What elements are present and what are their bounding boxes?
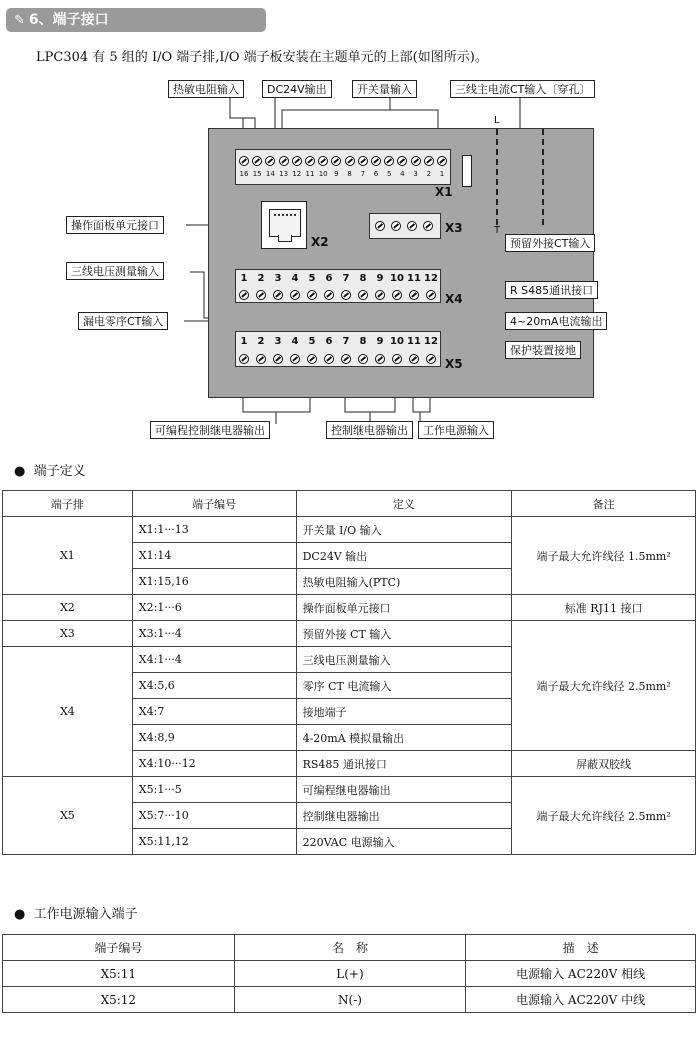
x1-terminal-block xyxy=(235,149,451,185)
terminal-number: 16 xyxy=(239,170,249,178)
definition-cell: 220VAC 电源输入 xyxy=(296,829,512,855)
terminal-screw xyxy=(324,290,334,300)
terminal-number: 11 xyxy=(407,336,421,347)
header-number: 端子编号 xyxy=(3,935,235,961)
number-cell: X5:11 xyxy=(3,961,235,987)
header-note: 备注 xyxy=(512,491,696,517)
terminal-screw xyxy=(426,354,436,364)
x4-label: X4 xyxy=(445,292,463,306)
table-row xyxy=(3,621,696,647)
number-cell: X5:11,12 xyxy=(132,829,296,855)
number-cell: X3:1···4 xyxy=(132,621,296,647)
terminal-screw xyxy=(375,354,385,364)
terminal-screw xyxy=(341,290,351,300)
number-cell: X4:5,6 xyxy=(132,673,296,699)
number-cell: X1:1···13 xyxy=(132,517,296,543)
terminal-number: 5 xyxy=(386,170,392,178)
terminal-number: 11 xyxy=(305,170,315,178)
table-row xyxy=(3,595,696,621)
table-row xyxy=(3,517,696,543)
number-cell: X5:7···10 xyxy=(132,803,296,829)
table-header-row xyxy=(3,491,696,517)
note-cell: 端子最大允许线径 2.5mm² xyxy=(512,777,696,855)
definition-cell: 可编程继电器输出 xyxy=(296,777,512,803)
terminal-number: 8 xyxy=(359,336,367,347)
terminal-number: 11 xyxy=(407,273,421,284)
terminal-screw xyxy=(324,354,334,364)
terminal-number: 3 xyxy=(413,170,418,178)
callout-dc24v: DC24V输出 xyxy=(262,80,332,98)
definition-cell: 4-20mA 模拟量输出 xyxy=(296,725,512,751)
note-cell: 屏蔽双胶线 xyxy=(512,751,696,777)
terminal-screw xyxy=(358,156,368,166)
terminal-screw xyxy=(397,156,407,166)
number-cell: X1:15,16 xyxy=(132,569,296,595)
callout-switch-input: 开关量输入 xyxy=(352,80,417,98)
definition-cell: 开关量 I/O 输入 xyxy=(296,517,512,543)
callout-analog-output: 4~20mA电流输出 xyxy=(505,312,607,330)
terminal-screw xyxy=(392,290,402,300)
number-cell: X4:7 xyxy=(132,699,296,725)
terminal-screw xyxy=(424,156,434,166)
bank-cell: X1 xyxy=(3,517,133,595)
note-cell: 端子最大允许线径 2.5mm² xyxy=(512,621,696,751)
terminal-number: 10 xyxy=(318,170,328,178)
note-cell: 端子最大允许线径 1.5mm² xyxy=(512,517,696,595)
number-cell: X4:8,9 xyxy=(132,725,296,751)
terminal-screw xyxy=(409,354,419,364)
number-cell: X4:10···12 xyxy=(132,751,296,777)
number-cell: X2:1···6 xyxy=(132,595,296,621)
note-cell: 标准 RJ11 接口 xyxy=(512,595,696,621)
ct-window-left xyxy=(496,129,498,225)
x5-label: X5 xyxy=(445,357,463,371)
terminal-screw xyxy=(375,290,385,300)
terminal-number: 2 xyxy=(257,336,265,347)
terminal-number: 4 xyxy=(291,336,299,347)
table-header-row xyxy=(3,935,696,961)
terminal-number: 15 xyxy=(252,170,262,178)
callout-leak-ct: 漏电零序CT输入 xyxy=(78,312,168,330)
power-terminals-heading: ● 工作电源输入端子 xyxy=(14,907,138,922)
terminal-screw xyxy=(305,156,315,166)
terminal-number: 12 xyxy=(424,273,438,284)
callout-plc-relay: 可编程控制继电器输出 xyxy=(150,421,270,439)
terminal-screw xyxy=(411,156,421,166)
definition-cell: 接地端子 xyxy=(296,699,512,725)
x3-label: X3 xyxy=(445,221,463,235)
terminal-screw xyxy=(358,354,368,364)
definition-cell: RS485 通讯接口 xyxy=(296,751,512,777)
terminal-screw xyxy=(279,156,289,166)
terminal-number: 6 xyxy=(373,170,379,178)
definition-cell: 操作面板单元接口 xyxy=(296,595,512,621)
name-cell: N(-) xyxy=(234,987,466,1013)
definition-cell: 控制继电器输出 xyxy=(296,803,512,829)
terminal-screw xyxy=(345,156,355,166)
header-description: 描 述 xyxy=(466,935,696,961)
number-cell: X5:1···5 xyxy=(132,777,296,803)
terminal-number: 1 xyxy=(240,273,248,284)
ct-t-label: T xyxy=(494,225,501,236)
terminal-screw xyxy=(239,290,249,300)
terminal-number: 8 xyxy=(347,170,352,178)
terminal-def-title: 端子定义 xyxy=(33,464,86,479)
terminal-number: 9 xyxy=(334,170,339,178)
power-terminals-title: 工作电源输入端子 xyxy=(33,907,138,922)
terminal-number: 6 xyxy=(325,336,333,347)
terminal-screw xyxy=(290,354,300,364)
bank-cell: X2 xyxy=(3,595,133,621)
header-name: 名 称 xyxy=(234,935,466,961)
terminal-screw xyxy=(265,156,275,166)
terminal-screw xyxy=(371,156,381,166)
terminal-number: 12 xyxy=(292,170,302,178)
terminal-number: 6 xyxy=(325,273,333,284)
terminal-screw xyxy=(426,290,436,300)
terminal-number: 5 xyxy=(308,273,316,284)
header-bank: 端子排 xyxy=(3,491,133,517)
callout-ct-main: 三线主电流CT输入〔穿孔〕 xyxy=(450,80,595,98)
header-number: 端子编号 xyxy=(132,491,296,517)
bank-cell: X4 xyxy=(3,647,133,777)
number-cell: X4:1···4 xyxy=(132,647,296,673)
terminal-number: 8 xyxy=(359,273,367,284)
name-cell: L(+) xyxy=(234,961,466,987)
terminal-number: 2 xyxy=(257,273,265,284)
terminal-screw xyxy=(392,354,402,364)
terminal-number: 7 xyxy=(360,170,366,178)
terminal-number: 2 xyxy=(426,170,432,178)
terminal-number: 13 xyxy=(279,170,289,178)
terminal-screw xyxy=(384,156,394,166)
bank-cell: X5 xyxy=(3,777,133,855)
terminal-def-table xyxy=(2,490,696,855)
bank-cell: X3 xyxy=(3,621,133,647)
terminal-number: 9 xyxy=(376,273,384,284)
table-row xyxy=(3,987,696,1013)
terminal-screw xyxy=(292,156,302,166)
terminal-screw xyxy=(239,156,249,166)
terminal-number: 5 xyxy=(308,336,316,347)
callout-voltage: 三线电压测量输入 xyxy=(66,262,164,280)
terminal-screw xyxy=(331,156,341,166)
terminal-number: 7 xyxy=(342,273,350,284)
ct-window-right xyxy=(542,129,544,225)
definition-cell: 预留外接 CT 输入 xyxy=(296,621,512,647)
terminal-screw xyxy=(256,290,266,300)
terminal-screw xyxy=(273,290,283,300)
terminal-screw xyxy=(290,290,300,300)
callout-ground: 保护装置接地 xyxy=(505,341,581,359)
terminal-screw xyxy=(239,354,249,364)
terminal-screw xyxy=(252,156,262,166)
terminal-number: 1 xyxy=(240,336,248,347)
callout-thermistor: 热敏电阻输入 xyxy=(168,80,244,98)
header-definition: 定义 xyxy=(296,491,512,517)
terminal-number: 10 xyxy=(390,273,404,284)
ct-l-label: L xyxy=(494,115,500,126)
definition-cell: 热敏电阻输入(PTC) xyxy=(296,569,512,595)
terminal-screw xyxy=(318,156,328,166)
terminal-number: 4 xyxy=(291,273,299,284)
terminal-number: 7 xyxy=(342,336,350,347)
terminal-screw xyxy=(437,156,447,166)
terminal-screw xyxy=(273,354,283,364)
terminal-number: 1 xyxy=(439,170,445,178)
terminal-number: 9 xyxy=(376,336,384,347)
callout-panel-port: 操作面板单元接口 xyxy=(66,216,164,234)
table-row xyxy=(3,777,696,803)
definition-cell: DC24V 输出 xyxy=(296,543,512,569)
terminal-def-heading: ● 端子定义 xyxy=(14,464,86,479)
terminal-screw xyxy=(256,354,266,364)
terminal-number: 3 xyxy=(274,336,282,347)
terminal-screw xyxy=(409,290,419,300)
x2-rj11-port xyxy=(261,201,307,249)
terminal-screw xyxy=(341,354,351,364)
description-cell: 电源输入 AC220V 中线 xyxy=(466,987,696,1013)
callout-power: 工作电源输入 xyxy=(418,421,494,439)
x4-terminal-block xyxy=(235,269,441,303)
terminal-number: 10 xyxy=(390,336,404,347)
x1-slot xyxy=(462,155,472,187)
terminal-number: 14 xyxy=(265,170,275,178)
callout-rs485: R S485通讯接口 xyxy=(505,281,598,299)
number-cell: X5:12 xyxy=(3,987,235,1013)
leaf-icon: ✎ xyxy=(14,13,25,28)
x2-label: X2 xyxy=(311,235,329,249)
power-terminals-table xyxy=(2,934,696,1013)
x3-terminal-block xyxy=(369,213,441,239)
number-cell: X1:14 xyxy=(132,543,296,569)
definition-cell: 零序 CT 电流输入 xyxy=(296,673,512,699)
intro-text: LPC304 有 5 组的 I/O 端子排,I/O 端子板安装在主题单元的上部(如图所示)。 xyxy=(36,50,488,65)
terminal-number: 3 xyxy=(274,273,282,284)
table-row xyxy=(3,961,696,987)
terminal-number: 12 xyxy=(424,336,438,347)
description-cell: 电源输入 AC220V 相线 xyxy=(466,961,696,987)
x1-label: X1 xyxy=(435,185,453,199)
terminal-screw xyxy=(358,290,368,300)
callout-ctrl-relay: 控制继电器输出 xyxy=(326,421,413,439)
terminal-screw xyxy=(307,290,317,300)
terminal-screw xyxy=(307,354,317,364)
terminal-number: 4 xyxy=(400,170,405,178)
callout-ct-reserve: 预留外接CT输入 xyxy=(505,234,595,252)
x5-terminal-block xyxy=(235,331,441,367)
definition-cell: 三线电压测量输入 xyxy=(296,647,512,673)
section-title: 6、端子接口 xyxy=(28,12,109,28)
